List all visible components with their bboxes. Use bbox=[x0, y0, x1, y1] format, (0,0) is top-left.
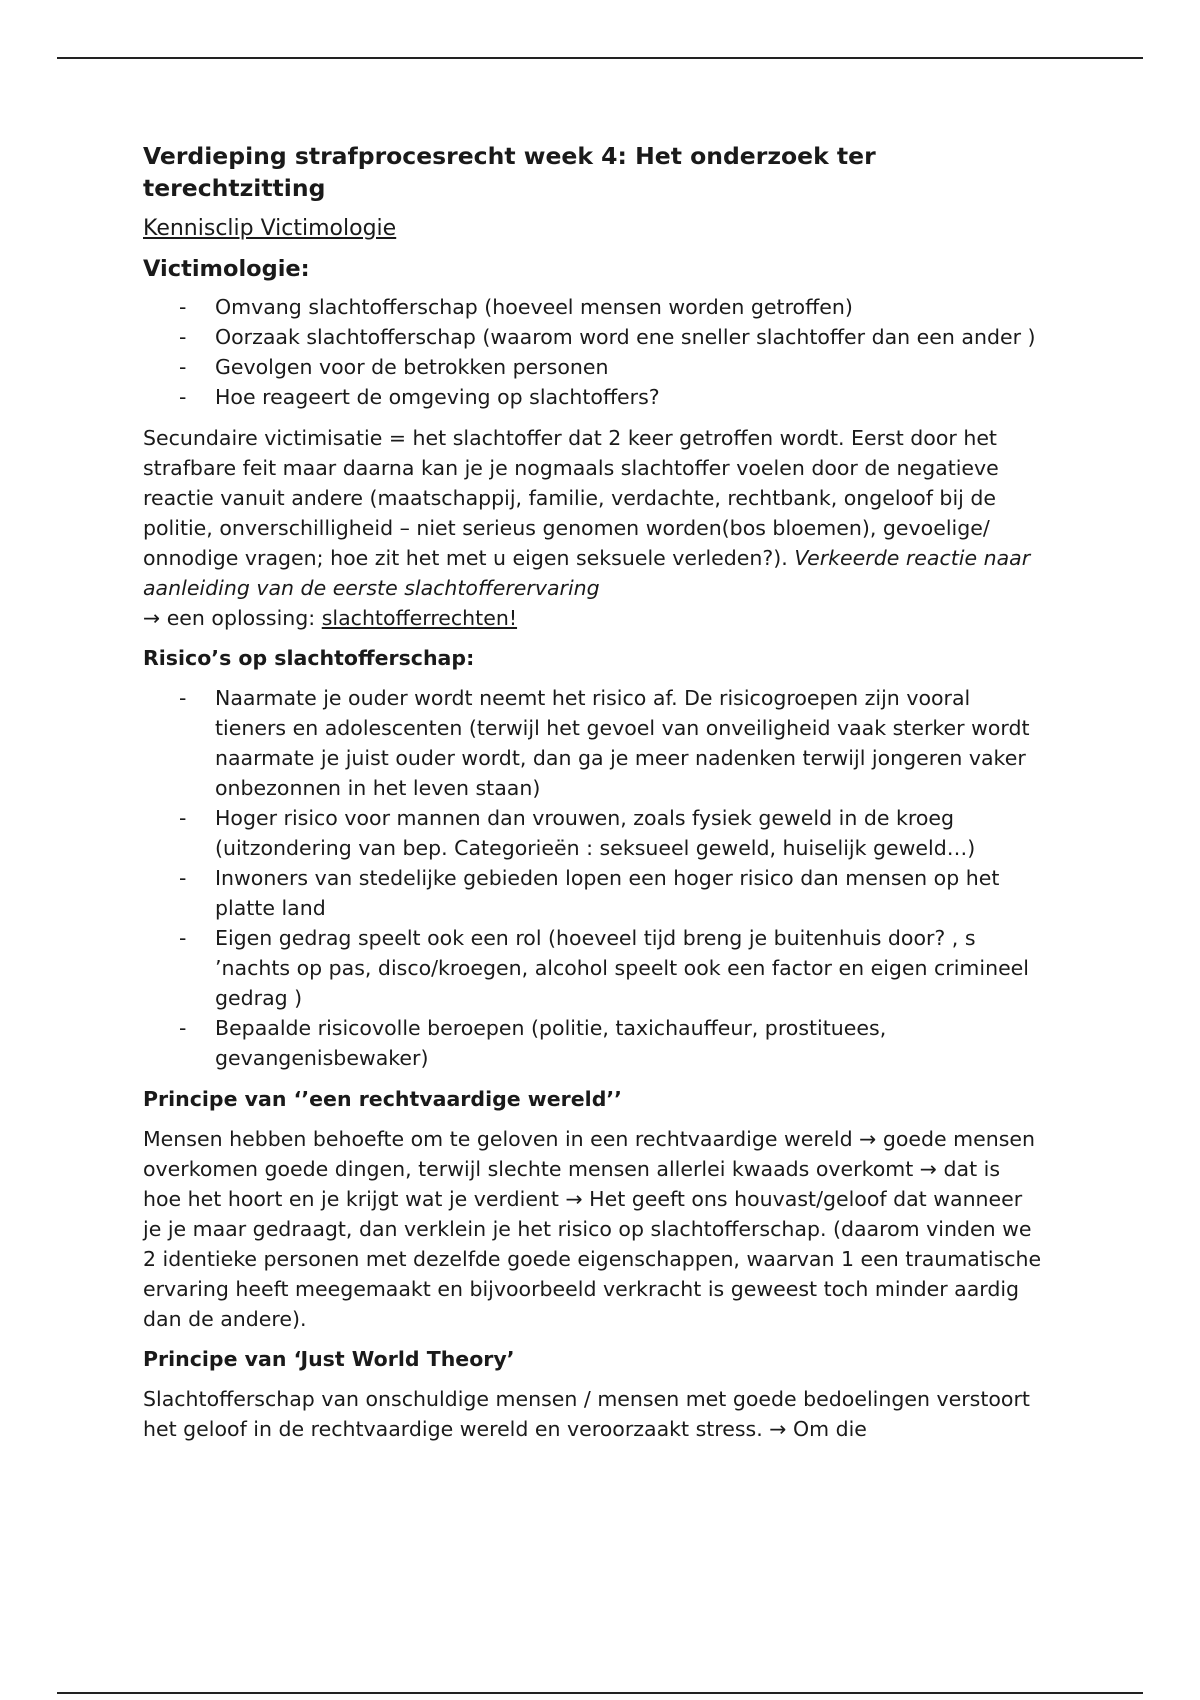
section-heading-rechtvaardige-wereld: Principe van ‘’een rechtvaardige wereld’’ bbox=[143, 1087, 622, 1111]
italic-text: Verkeerde reactie naar aanleiding van de eerste slachtofferervaring bbox=[143, 546, 1031, 600]
list-item: - Gevolgen voor de betrokken personen bbox=[143, 352, 1043, 382]
document-title: Verdieping strafprocesrecht week 4: Het onderzoek ter terechtzitting bbox=[143, 142, 876, 202]
section-heading-risicos: Risico’s op slachtofferschap: bbox=[143, 646, 475, 670]
kennisclip-link[interactable]: Kennisclip Victimologie bbox=[143, 216, 397, 241]
rechtvaardige-wereld-paragraph: Mensen hebben behoefte om te geloven in een rechtvaardige wereld → goede mensen overkomen goede dingen, terwijl slechte mensen allerlei kwaads overkomt → dat is hoe het hoort en je krijgt wat je verdient → Het geeft ons houvast/geloof dat wanneer je je maar gedraagt, dan verklein je het risico op slachtofferschap. (daarom vinden we 2 identieke personen met dezelfde goede eigenschappen, waarvan 1 een traumatische ervaring heeft meegemaakt en bijvoorbeeld verkracht is geweest toch minder aardig dan de andere). bbox=[143, 1127, 1042, 1331]
arrow-text: → een oplossing: bbox=[143, 606, 316, 630]
list-item: - Bepaalde risicovolle beroepen (politie, taxichauffeur, prostituees, gevangenisbewaker) bbox=[143, 1013, 1043, 1073]
section-heading-victimologie: Victimologie: bbox=[143, 256, 310, 282]
list-item: - Naarmate je ouder wordt neemt het risico af. De risicogroepen zijn vooral tieners en adolescenten (terwijl het gevoel van onveiligheid vaak sterker wordt naarmate je juist ouder wordt, dan ga je meer nadenken terwijl jongeren vaker onbezonnen in het leven staan) bbox=[143, 683, 1043, 803]
document-body bbox=[143, 140, 1043, 1454]
header-rule bbox=[57, 57, 1143, 59]
footer-rule bbox=[57, 1692, 1143, 1694]
just-world-theory-paragraph: Slachtofferschap van onschuldige mensen / mensen met goede bedoelingen verstoort het geloof in de rechtvaardige wereld en veroorzaakt stress. → Om die bbox=[143, 1387, 1030, 1441]
list-item: - Hoger risico voor mannen dan vrouwen, zoals fysiek geweld in de kroeg (uitzondering van bep. Categorieën : seksueel geweld, huiselijk geweld…) bbox=[143, 803, 1043, 863]
list-item: - Omvang slachtofferschap (hoeveel mensen worden getroffen) bbox=[143, 292, 1043, 322]
list-item: - Inwoners van stedelijke gebieden lopen een hoger risico dan mensen op het platte land bbox=[143, 863, 1043, 923]
secundaire-victimisatie-paragraph bbox=[143, 423, 1043, 633]
list-item: - Hoe reageert de omgeving op slachtoffers? bbox=[143, 382, 1043, 412]
risicos-list bbox=[143, 683, 1043, 1073]
victimologie-list bbox=[143, 292, 1043, 412]
paragraph-text: Secundaire victimisatie = het slachtoffer dat 2 keer getroffen wordt. Eerst door het strafbare feit maar daarna kan je je nogmaals slachtoffer voelen door de negatieve reactie vanuit andere (maatschappij, familie, verdachte, rechtbank, ongeloof bij de politie, onverschilligheid – niet serieus genomen worden(bos bloemen), gevoelige/ onnodige vragen; hoe zit het met u eigen seksuele verleden?). bbox=[143, 426, 999, 570]
underlined-text: slachtofferrechten! bbox=[321, 606, 518, 630]
list-item: - Eigen gedrag speelt ook een rol (hoeveel tijd breng je buitenhuis door? , s ’nachts op pas, disco/kroegen, alcohol speelt ook een factor en eigen crimineel gedrag ) bbox=[143, 923, 1043, 1013]
list-item: - Oorzaak slachtofferschap (waarom word ene sneller slachtoffer dan een ander ) bbox=[143, 322, 1043, 352]
section-heading-just-world-theory: Principe van ‘Just World Theory’ bbox=[143, 1347, 515, 1371]
